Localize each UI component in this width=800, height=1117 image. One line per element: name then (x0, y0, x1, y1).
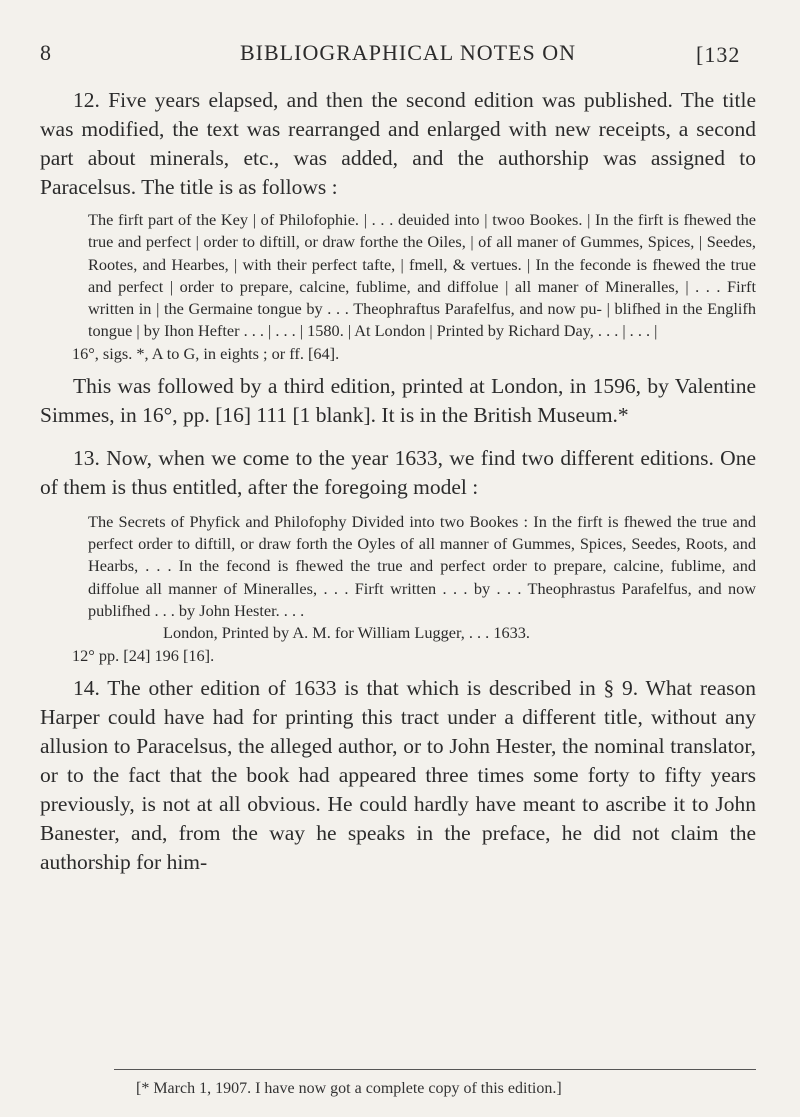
page-body (40, 86, 756, 877)
paragraph-third-edition: This was followed by a third edition, printed at London, in 1596, by Valentine Simmes, in 16°, pp. [16] 111 [1 blank]. It is in the British Museum.* (40, 373, 756, 427)
title-quote-1633-text: The Secrets of Phyfick and Philofophy Divided into two Bookes : In the firft is fhewed the true and perfect order to diftill, or draw forth the Oyles of all manner of Gummes, Spices, Seedes, Roots, and Hearbs, . . . In the fecond is fhewed the true and perfect order to prepare, calcine, fublime, and diffolue all manner of Mineralles, . . . Firft written . . . by . . . Theophrastus Parafelfus, and now publifhed . . . by John Hester. . . . (88, 511, 756, 620)
footnote-divider (114, 1069, 756, 1070)
paragraph-12: 12. Five years elapsed, and then the second edition was published. The title was modified, the text was rearranged and enlarged with new receipts, a second part about minerals, etc., was added, and the authorship was assigned to Paracelsus. The title is as follows : (40, 88, 756, 199)
running-header (0, 40, 800, 70)
running-title: BIBLIOGRAPHICAL NOTES ON (240, 40, 577, 65)
title-quote-1633-imprint: London, Printed by A. M. for William Lugger, . . . 1633. (163, 623, 530, 643)
paragraph-13: 13. Now, when we come to the year 1633, we find two different editions. One of them is thus entitled, after the foregoing model : (40, 445, 756, 499)
page-number: 8 (40, 40, 52, 65)
collation-1633: 12° pp. [24] 196 [16]. (72, 645, 215, 665)
title-quote-1633 (40, 511, 756, 645)
collation-1580: 16°, sigs. *, A to G, in eights ; or ff. [64]. (72, 343, 340, 363)
title-quote-1580: The firft part of the Key | of Philofophie. | . . . deuided into | twoo Bookes. | In the firft is fhewed the true and perfect | order to diftill, or draw forthe the Oiles, | of all maner of Gummes, Spices, | Seedes, Rootes, and Hearbes, | with their perfect tafte, | fmell, & vertues. | In the feconde is fhewed the true and perfect | order to prepare, calcine, fublime, and diffolue | all maner of Mineralles, | . . . Firft written in | the Germaine tongue by . . . Theophraftus Parafelfus, and now pu- | blifhed in the Englifh tongue | by Ihon Hefter . . . | . . . | 1580. | At London | Printed by Richard Day, . . . | . . . | (88, 210, 756, 341)
footnote: [* March 1, 1907. I have now got a complete copy of this edition.] (136, 1080, 562, 1097)
paragraph-14: 14. The other edition of 1633 is that which is described in § 9. What reason Harper could have had for printing this tract under a different title, without any allusion to Paracelsus, the alleged author, or to John Hester, the nominal translator, or to the fact that the book had appeared three times some forty to fifty years previously, is not at all obvious. He could hardly have meant to ascribe it to John Banester, and, from the way he speaks in the preface, he did not claim the authorship for him- (40, 675, 756, 874)
section-mark: [132 (696, 42, 741, 67)
